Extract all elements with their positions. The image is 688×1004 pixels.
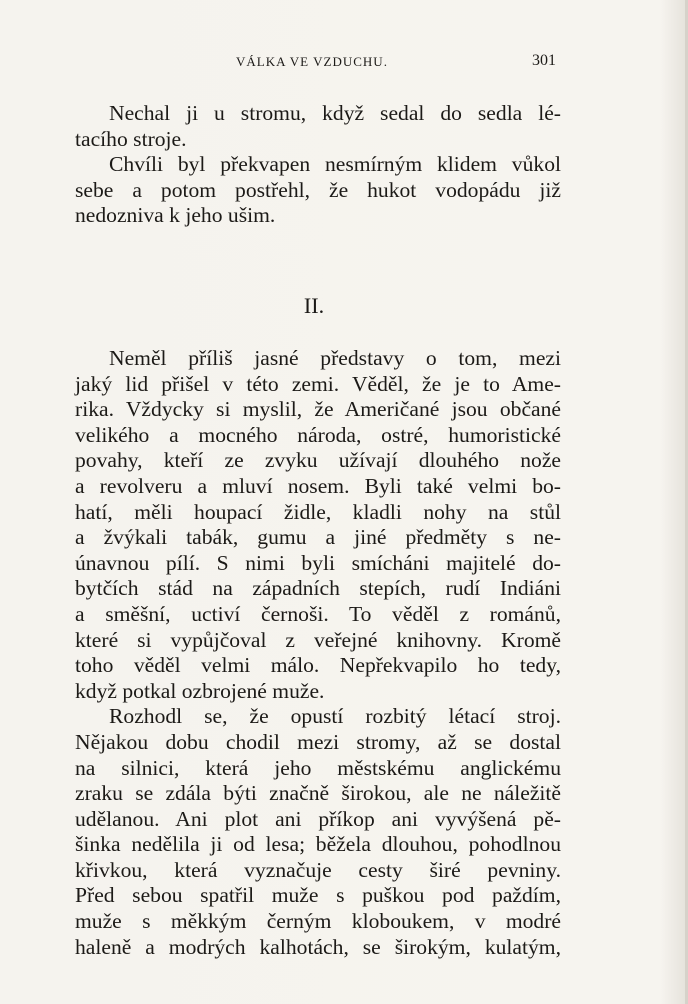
chapter-heading: II. <box>303 293 325 318</box>
text-line: a revolveru a mluví nosem. Byli také velmi bo- <box>75 473 561 498</box>
text-line: hatí, měli houpací židle, kladli nohy na stůl <box>75 499 561 524</box>
text-line: nedozniva k jeho ušim. <box>75 203 276 228</box>
text-line: Před sebou spatřil muže s puškou pod paždím, <box>75 883 561 908</box>
text-line: šinka nedělila ji od lesa; běžela dlouhou, pohodlnou <box>75 832 561 857</box>
text-line: Neměl příliš jasné představy o tom, mezi <box>109 346 561 370</box>
text-line: a směšní, uctiví černoši. To věděl z románů, <box>75 601 561 626</box>
text-line: které si vypůjčoval z veřejné knihovny. Kromě <box>75 627 561 652</box>
text-line: Chvíli byl překvapen nesmírným klidem vůkol <box>109 152 561 177</box>
text-line: na silnici, která jeho městskému anglickému <box>75 755 561 780</box>
text-line: když potkal ozbrojené muže. <box>75 678 325 703</box>
text-line: bytčích stád na západních stepích, rudí Indiáni <box>75 576 561 601</box>
paragraph-block-top <box>75 101 561 229</box>
text-line: rika. Vždycky si myslil, že Američané jsou občané <box>75 397 561 422</box>
text-line: a žvýkali tabák, gumu a jiné předměty s ne- <box>75 525 561 550</box>
text-line: velikého a mocného národa, ostré, humoristické <box>75 422 561 447</box>
text-line: zraku se zdála býti značně širokou, ale ne náležitě <box>75 781 561 806</box>
text-line: muže s měkkým černým kloboukem, v modré <box>75 909 561 934</box>
text-line: Rozhodl se, že opustí rozbitý létací stroj. <box>109 704 561 729</box>
text-line: haleně a modrých kalhotách, se širokým, kulatým, <box>75 934 561 959</box>
text-line: povahy, kteří ze zvyku užívají dlouhého nože <box>75 448 561 473</box>
paragraph-block-main <box>75 346 561 960</box>
text-line: udělanou. Ani plot ani příkop ani vyvýšená pě- <box>75 806 561 831</box>
text-line: sebe a potom postřehl, že hukot vodopádu již <box>75 177 561 202</box>
text-line: únavnou pílí. S nimi byli smícháni majitelé do- <box>75 550 561 575</box>
page-number: 301 <box>532 52 556 69</box>
text-line: Nějakou dobu chodil mezi stromy, až se dostal <box>75 729 561 754</box>
text-line: toho věděl velmi málo. Nepřekvapilo ho tedy, <box>75 653 561 678</box>
text-line: tacího stroje. <box>75 126 187 151</box>
text-line: křivkou, která vyznačuje cesty širé pevniny. <box>75 857 561 882</box>
running-head: VÁLKA VE VZDUCHU. <box>236 54 388 69</box>
text-line: Nechal ji u stromu, když sedal do sedla lé- <box>109 101 561 125</box>
text-line: jaký lid přišel v této zemi. Věděl, že je to Ame- <box>75 371 561 396</box>
